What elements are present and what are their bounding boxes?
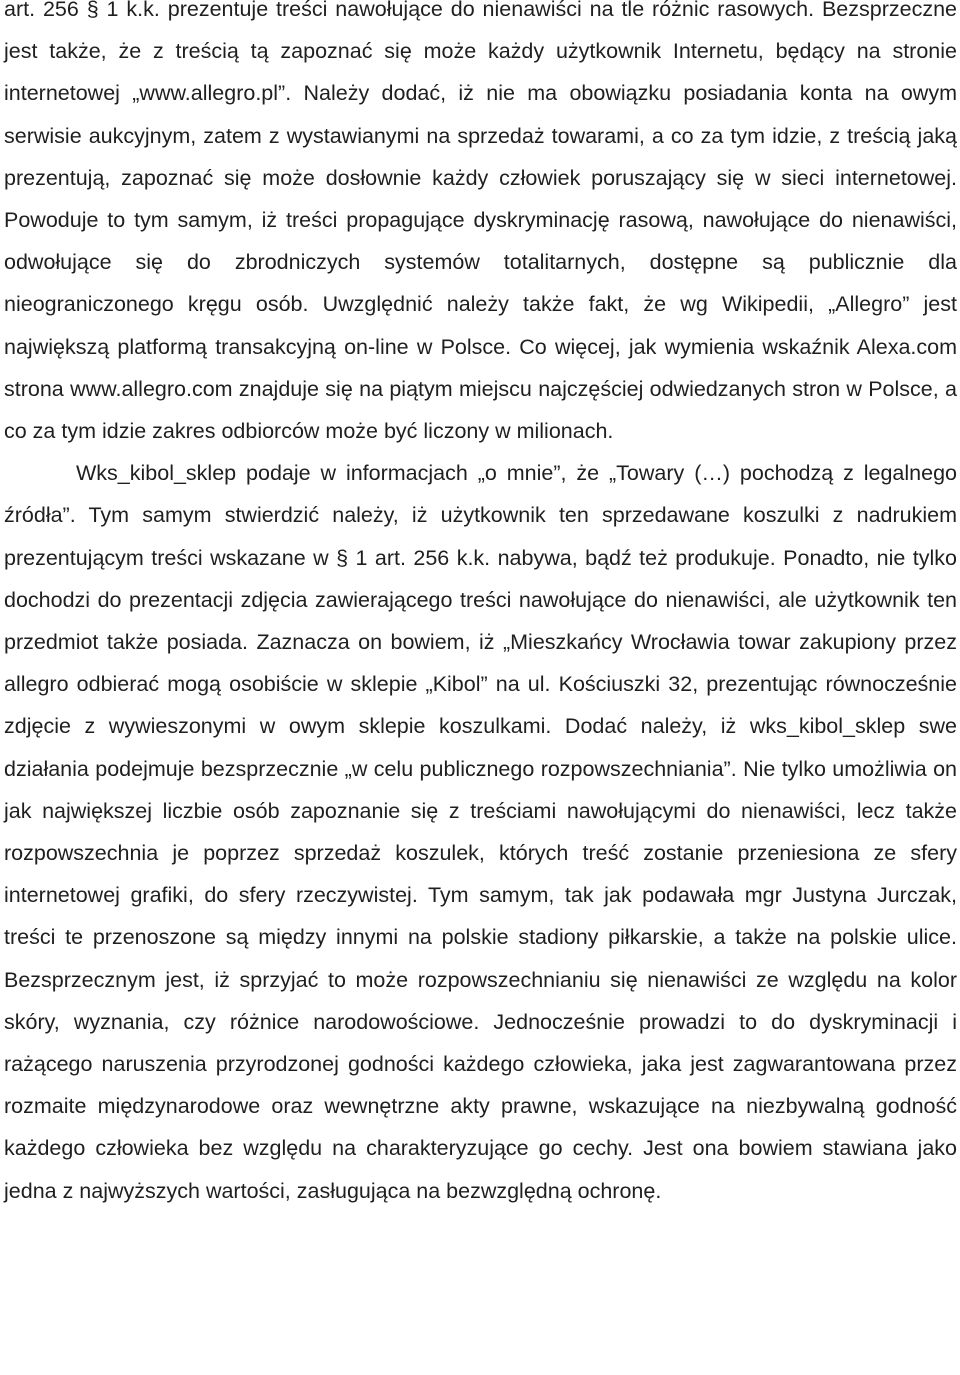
paragraph-seller-analysis: Wks_kibol_sklep podaje w informacjach „o mnie”, że „Towary (…) pochodzą z legalnego źródła”. Tym samym stwierdzić należy, iż użytkownik ten sprzedawane koszulki z nadrukiem prezentującym treści wskazane w § 1 art. 256 k.k. nabywa, bądź też produkuje. Ponadto, nie tylko dochodzi do prezentacji zdjęcia zawierającego treści nawołujące do nienawiści, ale użytkownik ten przedmiot także posiada. Zaznacza on bowiem, iż „Mieszkańcy Wrocławia towar zakupiony przez allegro odbierać mogą osobiście w sklepie „Kibol” na ul. Kościuszki 32, prezentując równocześnie zdjęcie z wywieszonymi w owym sklepie koszulkami. Dodać należy, iż wks_kibol_sklep swe działania podejmuje bezsprzecznie „w celu publicznego rozpowszechniania”. Nie tylko umożliwia on jak największej liczbie osób zapoznanie się z treściami nawołującymi do nienawiści, lecz także rozpowszechnia je poprzez sprzedaż koszulek, których treść zostanie przeniesiona ze sfery internetowej grafiki, do sfery rzeczywistej. Tym samym, tak jak podawała mgr Justyna Jurczak, treści te przenoszone są między innymi na polskie stadiony piłkarskie, a także na polskie ulice. Bezsprzecznym jest, iż sprzyjać to może rozpowszechnianiu się nienawiści ze względu na kolor skóry, wyznania, czy różnice narodowościowe. Jednocześnie prowadzi to do dyskryminacji i rażącego naruszenia przyrodzonej godności każdego człowieka, jaka jest zagwarantowana przez rozmaite międzynarodowe oraz wewnętrzne akty prawne, wskazujące na niezbywalną godność każdego człowieka bez względu na charakteryzujące go cechy. Jest ona bowiem stawiana jako jedna z najwyższych wartości, zasługująca na bezwzględną ochronę. — [4, 461, 957, 1203]
paragraph-legal-context: art. 256 § 1 k.k. prezentuje treści nawołujące do nienawiści na tle różnic rasowych. Bezsprzeczne jest także, że z treścią tą zapoznać się może każdy użytkownik Internetu, będący na stronie internetowej „www.allegro.pl”. Należy dodać, iż nie ma obowiązku posiadania konta na owym serwisie aukcyjnym, zatem z wystawianymi na sprzedaż towarami, a co za tym idzie, z treścią jaką prezentują, zapoznać się może dosłownie każdy człowiek poruszający się w sieci internetowej. Powoduje to tym samym, iż treści propagujące dyskryminację rasową, nawołujące do nienawiści, odwołujące się do zbrodniczych systemów totalitarnych, dostępne są publicznie dla nieograniczonego kręgu osób. Uwzględnić należy także fakt, że wg Wikipedii, „Allegro” jest największą platformą transakcyjną on-line w Polsce. Co więcej, jak wymienia wskaźnik Alexa.com strona www.allegro.com znajduje się na piątym miejscu najczęściej odwiedzanych stron w Polsce, a co za tym idzie zakres odbiorców może być liczony w milionach. — [4, 0, 957, 444]
document-page — [4, 0, 957, 1212]
